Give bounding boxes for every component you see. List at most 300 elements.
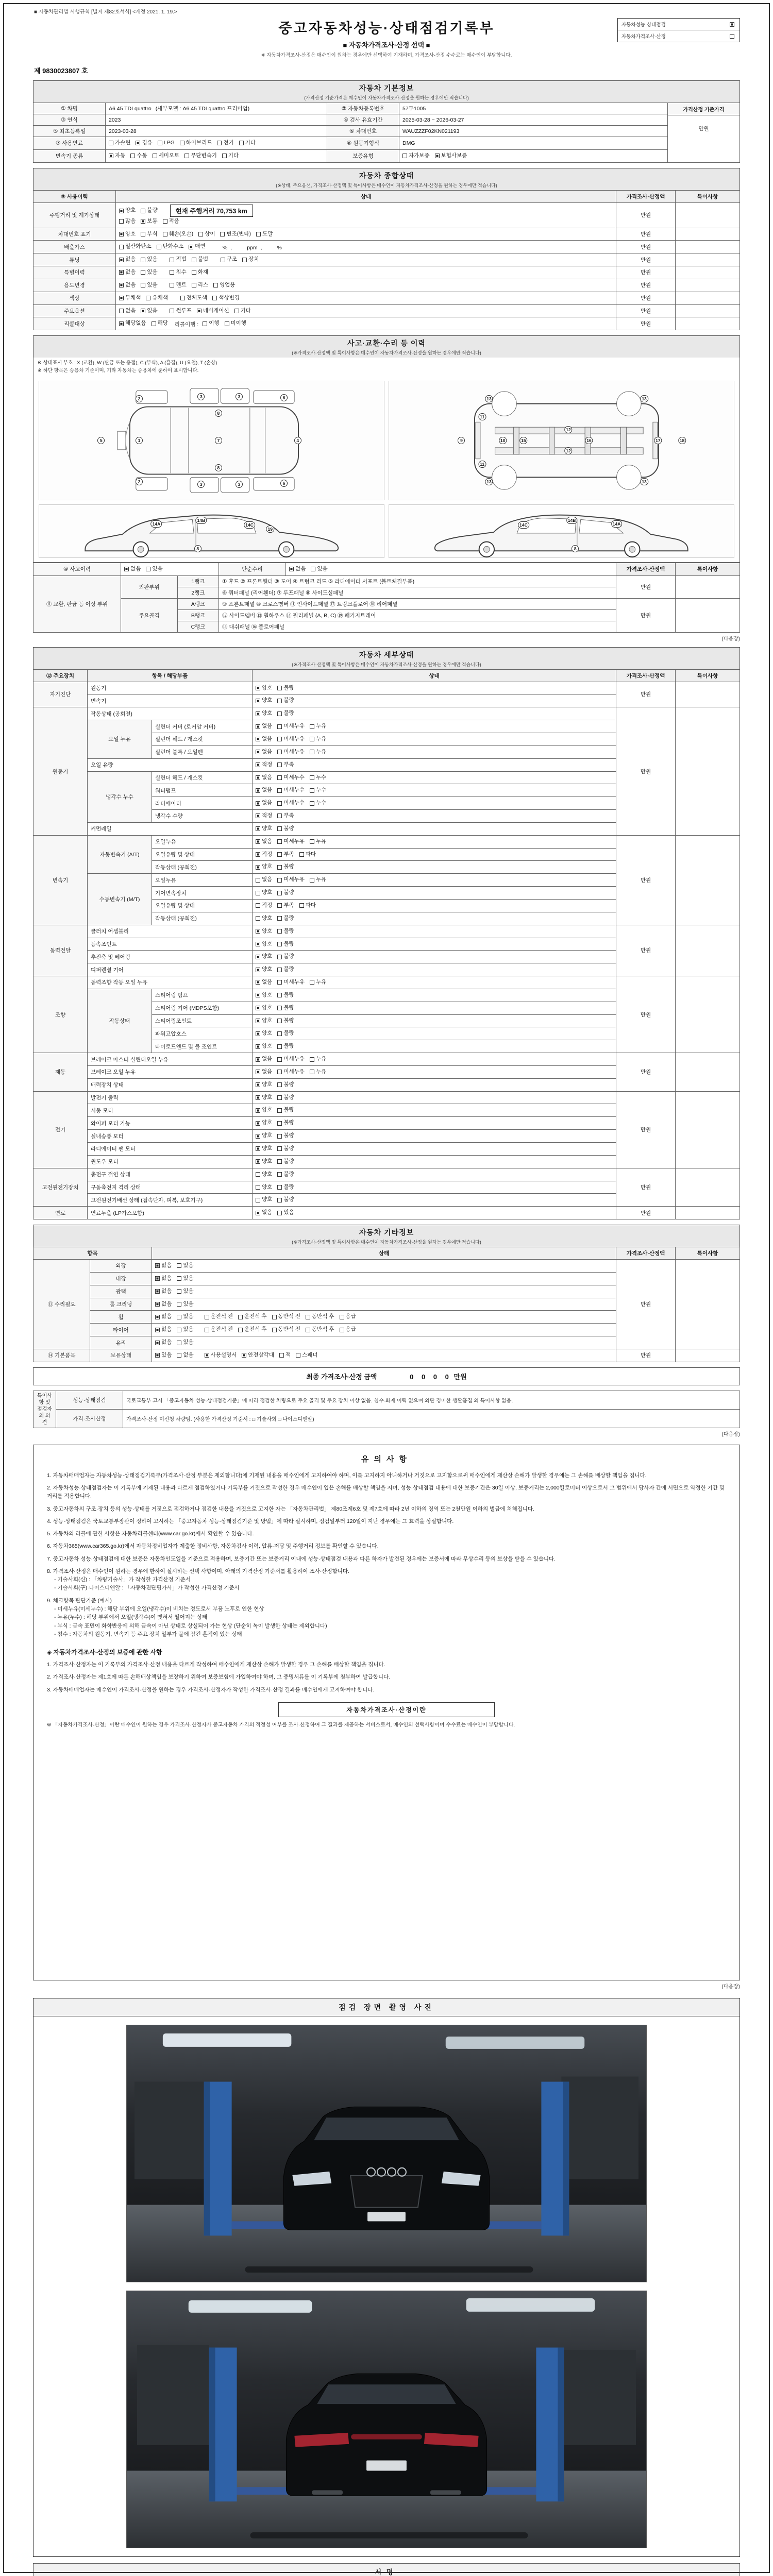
checkbox-option[interactable] xyxy=(310,978,326,987)
option-label: 불량 xyxy=(283,1017,294,1024)
checkbox-option[interactable] xyxy=(306,1325,334,1334)
checkbox-option[interactable] xyxy=(124,565,141,574)
checkbox-option[interactable] xyxy=(277,709,294,718)
option-label: 가솔린 xyxy=(115,140,131,146)
select-row[interactable] xyxy=(618,30,740,42)
checkbox-option[interactable] xyxy=(256,1029,272,1038)
checkbox-option[interactable] xyxy=(221,255,237,264)
etc-info-table xyxy=(33,1247,740,1362)
checkbox-option[interactable] xyxy=(141,268,157,277)
checkbox-option[interactable] xyxy=(277,978,305,987)
checkbox-option[interactable] xyxy=(277,901,294,910)
checkbox-option[interactable] xyxy=(277,799,305,808)
panel-number-marker: 12 xyxy=(564,447,572,454)
checkbox-option[interactable] xyxy=(256,1093,272,1103)
checkbox-option[interactable] xyxy=(277,1106,294,1115)
checkbox-option[interactable] xyxy=(163,230,194,239)
field-value xyxy=(399,114,668,126)
checkbox-option[interactable] xyxy=(141,230,157,239)
checkbox-option[interactable] xyxy=(277,786,305,795)
checkbox-option[interactable] xyxy=(340,1325,356,1334)
option-label: 미세누수 xyxy=(283,774,305,781)
checkbox-option[interactable] xyxy=(277,1118,294,1128)
option-label: 양호 xyxy=(262,684,273,691)
checkbox-option[interactable] xyxy=(256,696,272,705)
option-label: 양호 xyxy=(262,825,273,832)
checkbox-option[interactable] xyxy=(256,927,272,936)
checkbox-option[interactable] xyxy=(130,151,147,161)
checkbox-option[interactable] xyxy=(256,824,272,834)
item-label: 타이로드엔드 및 볼 조인트 xyxy=(152,1040,253,1053)
checkbox-option[interactable] xyxy=(256,875,272,885)
etc-group-label: ⑬ 수리필요 xyxy=(33,1260,90,1349)
checkbox-option[interactable] xyxy=(277,1093,294,1103)
checkbox-option[interactable] xyxy=(217,139,233,148)
remark-cell xyxy=(676,253,740,266)
checkbox-option[interactable] xyxy=(277,748,305,757)
checkbox xyxy=(177,1353,181,1358)
checkbox-option[interactable] xyxy=(256,1080,272,1090)
checkbox-option[interactable] xyxy=(277,1055,305,1064)
option-label: 동반석 전 xyxy=(278,1326,301,1333)
checkbox xyxy=(141,283,145,287)
checkbox-option[interactable] xyxy=(277,1144,294,1154)
checkbox-option[interactable] xyxy=(119,255,136,264)
checkbox-option[interactable] xyxy=(277,1183,294,1192)
checkbox-option[interactable] xyxy=(155,1261,172,1270)
checkbox-option[interactable] xyxy=(277,940,294,949)
checkbox-option[interactable] xyxy=(119,281,136,290)
checkbox-option[interactable] xyxy=(277,862,294,872)
inspector-opinion-table xyxy=(33,1391,740,1428)
checkbox-option[interactable] xyxy=(180,294,208,303)
checkbox-option[interactable] xyxy=(234,307,251,316)
select-row[interactable] xyxy=(618,19,740,30)
checkbox-option[interactable] xyxy=(277,850,294,859)
checkbox-option[interactable] xyxy=(109,139,130,148)
remark-cell xyxy=(676,925,740,976)
checkbox-option[interactable] xyxy=(277,952,294,961)
checkbox-option[interactable] xyxy=(277,684,294,693)
checkbox xyxy=(277,1198,282,1202)
checkbox-option[interactable] xyxy=(310,735,326,744)
car-underbody-view xyxy=(389,381,734,500)
checkbox-option[interactable] xyxy=(256,837,272,846)
panel-number-marker: 3 xyxy=(236,393,243,400)
checkbox-option[interactable] xyxy=(256,1118,272,1128)
checkbox-option[interactable] xyxy=(109,151,125,161)
checkbox-option[interactable] xyxy=(256,722,272,731)
checkbox-option[interactable] xyxy=(177,1287,193,1296)
state-cell xyxy=(152,1260,616,1273)
panel-number-marker: 2 xyxy=(136,478,143,485)
checkbox-option[interactable] xyxy=(238,1312,267,1321)
photo-front-drawing xyxy=(127,2025,646,2282)
checkbox-option[interactable] xyxy=(310,748,326,757)
checkbox-option[interactable] xyxy=(239,139,256,148)
column-header: 항목 / 해당부품 xyxy=(88,669,253,682)
checkbox-option[interactable] xyxy=(256,965,272,974)
checkbox-option[interactable] xyxy=(277,824,294,834)
option-label: 없음 xyxy=(161,1287,172,1294)
checkbox-option[interactable] xyxy=(177,1325,193,1334)
checkbox-option[interactable] xyxy=(296,1351,317,1360)
checkbox-option[interactable] xyxy=(256,952,272,961)
checkbox-option[interactable] xyxy=(119,242,152,251)
checkbox-option[interactable] xyxy=(141,307,157,316)
checkbox xyxy=(310,737,314,741)
checkbox-option[interactable] xyxy=(310,875,326,885)
checkbox-option[interactable] xyxy=(256,1055,272,1064)
checkbox-option[interactable] xyxy=(277,1042,294,1051)
panel-number-marker: 1 xyxy=(136,437,143,444)
checkbox-option[interactable] xyxy=(225,319,246,328)
checkbox xyxy=(136,141,140,145)
rank-label: 1랭크 xyxy=(178,575,219,587)
checkbox-option[interactable] xyxy=(155,1338,172,1347)
checkbox-option[interactable] xyxy=(141,217,157,226)
checkbox-option[interactable] xyxy=(256,748,272,757)
checkbox-option[interactable] xyxy=(198,230,215,239)
checkbox-option[interactable] xyxy=(277,965,294,974)
checkbox-option[interactable] xyxy=(256,709,272,718)
checkbox-option[interactable] xyxy=(272,1325,301,1334)
checkbox-option[interactable] xyxy=(256,786,272,795)
checkbox-option[interactable] xyxy=(277,773,305,783)
checkbox xyxy=(170,258,174,262)
checkbox-option[interactable] xyxy=(170,281,186,290)
checkbox-option[interactable] xyxy=(277,1029,294,1038)
section-title: 사고·교환·수리 등 이력 xyxy=(347,339,426,348)
checkbox-option[interactable] xyxy=(205,1325,233,1334)
checkbox-option[interactable] xyxy=(256,914,272,923)
checkbox-option[interactable] xyxy=(256,1067,272,1077)
checkbox-option[interactable] xyxy=(192,268,208,277)
checkbox xyxy=(238,1328,243,1332)
section-accident-history xyxy=(33,335,740,641)
checkbox-option[interactable] xyxy=(170,255,186,264)
remark-cell xyxy=(676,1091,740,1168)
checkbox-option[interactable] xyxy=(256,773,272,783)
field-label: ⑦ 사용연료 xyxy=(33,137,106,150)
checkbox-option[interactable] xyxy=(310,786,326,795)
checkbox-option[interactable] xyxy=(256,1144,272,1154)
checkbox-option[interactable] xyxy=(256,940,272,949)
checkbox-option[interactable] xyxy=(310,1067,326,1077)
option-label: 양호 xyxy=(262,1107,273,1113)
checkbox-option[interactable] xyxy=(256,862,272,872)
checkbox xyxy=(239,141,244,145)
checkbox-option[interactable] xyxy=(157,242,184,251)
checkbox-option[interactable] xyxy=(277,722,305,731)
checkbox-option[interactable] xyxy=(256,991,272,1000)
checkbox-option[interactable] xyxy=(310,1055,326,1064)
checkbox-option[interactable] xyxy=(340,1312,356,1321)
checkbox-option[interactable] xyxy=(277,1016,294,1026)
checkbox-option[interactable] xyxy=(277,837,305,846)
checkbox-option[interactable] xyxy=(277,991,294,1000)
checkbox-option[interactable] xyxy=(277,696,294,705)
checkbox-option[interactable] xyxy=(306,1312,334,1321)
checkbox-option[interactable] xyxy=(311,565,327,574)
checkbox xyxy=(155,1289,160,1294)
checkbox-option[interactable] xyxy=(277,1157,294,1166)
checkbox xyxy=(256,699,260,703)
section-notice xyxy=(33,1445,740,1980)
checkbox-option[interactable] xyxy=(119,206,136,215)
checkbox-option[interactable] xyxy=(256,799,272,808)
column-header: 상태 xyxy=(152,1247,616,1260)
checkbox-option[interactable] xyxy=(141,281,157,290)
checkbox xyxy=(157,245,161,249)
checkbox-option[interactable] xyxy=(203,319,219,328)
checkbox-option[interactable] xyxy=(155,1274,172,1283)
checkbox-option[interactable] xyxy=(238,1325,267,1334)
field-label: ⑧ 원동기형식 xyxy=(327,137,399,150)
checkbox-option[interactable] xyxy=(220,230,251,239)
price-cell: 만원 xyxy=(616,575,676,598)
detail-row xyxy=(33,1168,740,1181)
option-label: 수동 xyxy=(137,152,147,159)
state-cell xyxy=(116,241,616,253)
guarantee-items xyxy=(47,1660,726,1694)
checkbox-option[interactable] xyxy=(256,1016,272,1026)
checkbox-option[interactable] xyxy=(310,722,326,731)
option-label: 적정 xyxy=(262,812,273,819)
state-cell xyxy=(253,861,616,874)
checkbox xyxy=(256,1082,260,1087)
checkbox-option[interactable] xyxy=(256,1106,272,1115)
option-label: 양호 xyxy=(262,1145,273,1151)
rank-parts: ① 후드 ② 프론트휀더 ③ 도어 ④ 트렁크 리드 ⑤ 라디에이터 서포트 (볼트체결부품) xyxy=(219,575,616,587)
checkbox-option[interactable] xyxy=(277,1195,294,1205)
checkbox-option[interactable] xyxy=(192,281,208,290)
option-label: 미이행 xyxy=(230,320,246,327)
option-label: 스패너 xyxy=(302,1351,318,1358)
state-cell xyxy=(152,1336,616,1349)
checkbox-option[interactable] xyxy=(277,1080,294,1090)
inline-text: DMG xyxy=(402,140,415,146)
state-cell xyxy=(253,887,616,900)
option-label: 양호 xyxy=(262,1120,273,1126)
checkbox-option[interactable] xyxy=(155,1300,172,1309)
basic-info-row xyxy=(33,114,740,126)
checkbox-option[interactable] xyxy=(189,242,205,251)
device-group-label: 자기진단 xyxy=(33,682,88,707)
panel-number-marker: 17 xyxy=(654,437,662,444)
inline-text: (세부모델 : A6 45 TDI quattro 프리미엄) xyxy=(155,106,250,112)
state-cell xyxy=(253,1143,616,1156)
checkbox-option[interactable] xyxy=(177,1312,193,1321)
checkbox-option[interactable] xyxy=(192,255,208,264)
rank-parts: ⑥ 쿼터패널 (리어휀더) ⑦ 루프패널 ⑧ 사이드실패널 xyxy=(219,587,616,598)
final-amount-unit: 만원 xyxy=(453,1372,467,1381)
checkbox-option[interactable] xyxy=(310,773,326,783)
checkbox-option[interactable] xyxy=(256,1183,272,1192)
option-label: 전기 xyxy=(223,140,234,146)
section-etc-header xyxy=(33,1225,740,1247)
checkbox xyxy=(277,1172,282,1177)
checkbox-option[interactable] xyxy=(170,268,186,277)
section-note: (※가격조사·산정액 및 특이사항은 매수인이 자동차가격조사·산정을 원하는 경우에만 적습니다) xyxy=(292,350,481,356)
checkbox-option[interactable] xyxy=(141,255,157,264)
checkbox-option[interactable] xyxy=(277,1131,294,1141)
checkbox-option[interactable] xyxy=(299,901,316,910)
checkbox-option[interactable] xyxy=(277,811,294,821)
checkbox-option[interactable] xyxy=(119,268,136,277)
checkbox xyxy=(277,955,282,959)
checkbox-option[interactable] xyxy=(277,1170,294,1179)
state-cell xyxy=(253,1065,616,1078)
checkbox-option[interactable] xyxy=(277,1004,294,1013)
checkbox-option[interactable] xyxy=(163,217,179,226)
option-label: 양호 xyxy=(262,1017,273,1024)
checkbox-option[interactable] xyxy=(256,1042,272,1051)
checkbox-option[interactable] xyxy=(155,1287,172,1296)
checkbox-option[interactable] xyxy=(155,1351,172,1360)
final-appraisal-amount-row xyxy=(33,1367,740,1385)
option-label: 양호 xyxy=(262,889,273,896)
rank-parts: ⑫ 사이드멤버 ⑬ 휠하우스 ⑭ 필러패널 (A, B, C) ⑲ 패키지트레이 xyxy=(219,609,616,621)
checkbox xyxy=(310,788,314,793)
checkbox-option[interactable] xyxy=(146,294,167,303)
section-inspection-photos xyxy=(33,1998,740,2557)
checkbox-option[interactable] xyxy=(256,978,272,987)
option-label: 불량 xyxy=(283,1158,294,1164)
checkbox-option[interactable] xyxy=(256,1170,272,1179)
option-label: 양호 xyxy=(262,1132,273,1139)
checkbox xyxy=(234,309,239,313)
option-label: 양호 xyxy=(262,1094,273,1100)
checkbox xyxy=(177,1263,181,1268)
checkbox-option[interactable] xyxy=(205,1351,237,1360)
checkbox-option[interactable] xyxy=(136,139,152,148)
checkbox-option[interactable] xyxy=(256,811,272,821)
option-label: 양호 xyxy=(262,940,273,947)
option-label: 적법 xyxy=(176,256,187,263)
option-label: 기타 xyxy=(245,140,256,146)
checkbox-option[interactable] xyxy=(277,1067,305,1077)
checkbox-option[interactable] xyxy=(256,850,272,859)
checkbox-option[interactable] xyxy=(277,914,294,923)
checkbox-option[interactable] xyxy=(435,151,467,161)
checkbox-option[interactable] xyxy=(119,294,141,303)
notice-title: 유의사항 xyxy=(361,1454,412,1464)
checkbox-option[interactable] xyxy=(277,735,305,744)
checkbox-option[interactable] xyxy=(310,837,326,846)
section-detail-condition xyxy=(33,647,740,1219)
checkbox xyxy=(277,993,282,997)
option-label: 양호 xyxy=(262,697,273,704)
checkbox-option[interactable] xyxy=(242,255,259,264)
checkbox-option[interactable] xyxy=(256,230,273,239)
notice-item xyxy=(47,1567,726,1592)
checkbox-option[interactable] xyxy=(277,760,294,770)
checkbox-option[interactable] xyxy=(402,151,430,161)
checkbox-option[interactable] xyxy=(146,565,162,574)
symbol-legend: ※ 상태표시 부호 : X (교환), W (판금 또는 용접), C (부식), A (흠집), U (요철), T (손상) xyxy=(38,360,217,366)
notice-item-sub: - 부식 : 금속 표면이 화학반응에 의해 금속이 아닌 상태로 상실되어 가는 현상 (단순히 녹이 발생한 상태는 제외합니다) xyxy=(54,1622,327,1629)
next-page-marker: (다음장) xyxy=(721,1984,740,1990)
option-label: 없음 xyxy=(262,748,273,755)
option-label: 양호 xyxy=(262,1183,273,1190)
checkbox-option[interactable] xyxy=(152,319,168,328)
checkbox-option[interactable] xyxy=(279,1351,291,1360)
checkbox-option[interactable] xyxy=(256,1004,272,1013)
checkbox-option[interactable] xyxy=(299,850,316,859)
car-damage-diagrams xyxy=(33,377,740,563)
checkbox-option[interactable] xyxy=(277,875,305,885)
option-label: 불량 xyxy=(283,1171,294,1177)
checkbox xyxy=(177,1315,181,1319)
row-label: 차대번호 표기 xyxy=(33,228,116,241)
section-title: 자동차 기타정보 xyxy=(359,1228,414,1237)
checkbox-option[interactable] xyxy=(272,1312,301,1321)
checkbox-option[interactable] xyxy=(155,1312,172,1321)
checkbox-option[interactable] xyxy=(256,1208,272,1217)
checkbox-option[interactable] xyxy=(177,1274,193,1283)
condition-row xyxy=(33,202,740,228)
checkbox-option[interactable] xyxy=(256,1157,272,1166)
checkbox-option[interactable] xyxy=(256,684,272,693)
checkbox xyxy=(299,852,304,857)
checkbox-option[interactable] xyxy=(205,1312,233,1321)
checkbox-option[interactable] xyxy=(256,901,272,910)
checkbox-option[interactable] xyxy=(177,1300,193,1309)
option-label: 불량 xyxy=(283,1081,294,1088)
checkbox-option[interactable] xyxy=(256,1131,272,1141)
checkbox-option[interactable] xyxy=(153,151,180,161)
price-appraisal-definition-text: ※ 「자동차가격조사·산정」이란 매수인이 원하는 경우 가격조사·산정자가 중고자동차 가격의 적정성 여부를 조사·산정하여 그 결과를 제공하는 서비스로서, 매수인의 선택사항이며 수수료는 매수인이 부담합니다. xyxy=(47,1722,515,1728)
checkbox-option[interactable] xyxy=(184,151,217,161)
checkbox-option[interactable] xyxy=(242,1351,274,1360)
checkbox-option[interactable] xyxy=(256,888,272,897)
checkbox-option[interactable] xyxy=(119,217,136,226)
checkbox-option[interactable] xyxy=(197,307,229,316)
checkbox-option[interactable] xyxy=(277,1208,294,1217)
checkbox-option[interactable] xyxy=(256,760,272,770)
checkbox-option[interactable] xyxy=(141,206,157,215)
checkbox-option[interactable] xyxy=(212,294,240,303)
checkbox-option[interactable] xyxy=(256,1195,272,1205)
checkbox-option[interactable] xyxy=(158,139,175,148)
checkbox-option[interactable] xyxy=(155,1325,172,1334)
checkbox-option[interactable] xyxy=(256,735,272,744)
checkbox-option[interactable] xyxy=(119,319,146,328)
notice-item xyxy=(47,1597,726,1638)
checkbox-option[interactable] xyxy=(177,1338,193,1347)
checkbox-option[interactable] xyxy=(177,1351,193,1360)
checkbox-option[interactable] xyxy=(222,151,239,161)
checkbox-option[interactable] xyxy=(180,139,212,148)
checkbox-option[interactable] xyxy=(277,888,294,897)
panel-number-marker: 14C xyxy=(518,521,529,529)
device-group-label: 고전원전기장치 xyxy=(33,1168,88,1207)
state-cell xyxy=(253,733,616,746)
option-label: 없음 xyxy=(262,1068,273,1075)
checkbox-option[interactable] xyxy=(170,307,191,316)
checkbox-option[interactable] xyxy=(277,927,294,936)
checkbox-option[interactable] xyxy=(177,1261,193,1270)
checkbox-option[interactable] xyxy=(119,230,136,239)
checkbox-option[interactable] xyxy=(119,307,136,316)
checkbox-option[interactable] xyxy=(310,799,326,808)
section-note: (가격산정 기준가격은 매수인이 자동차가격조사·산정을 원하는 경우에만 적습니다) xyxy=(304,95,469,100)
checkbox-option[interactable] xyxy=(289,565,306,574)
option-label: 없음 xyxy=(262,800,273,806)
checkbox-option[interactable] xyxy=(213,281,235,290)
notice-item-sub: - 침수 : 자동차의 원동기, 변속기 등 주요 장치 일부가 물에 잠긴 흔적이 있는 상태 xyxy=(54,1631,242,1637)
